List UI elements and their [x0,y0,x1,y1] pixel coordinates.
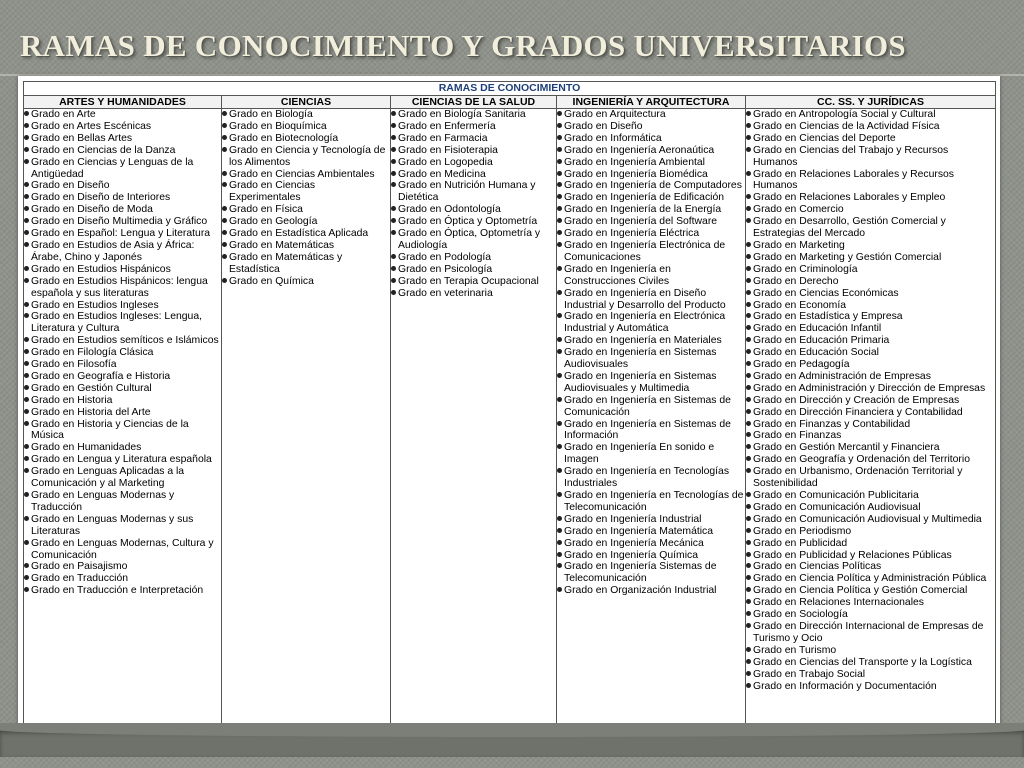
degree-item: Grado en Farmacia [391,133,555,145]
degree-item: Grado en Geografía y Ordenación del Territorio [746,454,994,466]
degree-item: Grado en Gestión Mercantil y Financiera [746,442,994,454]
degree-item: Grado en Ciencias de la Actividad Física [746,121,994,133]
degree-item: Grado en Comunicación Audiovisual [746,502,994,514]
degree-item: Grado en Lenguas Modernas, Cultura y Comunicación [24,538,220,562]
degree-item: Grado en Terapia Ocupacional [391,276,555,288]
degree-item: Grado en Relaciones Laborales y Recursos Humanos [746,169,994,193]
degree-list [222,109,390,288]
degree-item: Grado en Humanidades [24,442,220,454]
degree-item: Grado en Química [222,276,389,288]
degree-item: Grado en Ciencias Políticas [746,561,994,573]
degree-item: Grado en Estudios Hispánicos [24,264,220,276]
degree-item: Grado en Ingeniería en Sistemas Audiovisuales [557,347,744,371]
degree-item: Grado en Bellas Artes [24,133,220,145]
degree-item: Grado en Estadística y Empresa [746,311,994,323]
degree-item: Grado en Dirección Financiera y Contabilidad [746,407,994,419]
degree-item: Grado en Ingeniería Biomédica [557,169,744,181]
degree-item: Grado en Ingeniería Eléctrica [557,228,744,240]
degree-item: Grado en Óptica y Optometría [391,216,555,228]
degree-item: Grado en Ingeniería de la Energía [557,204,744,216]
degree-item: Grado en Trabajo Social [746,669,994,681]
degree-item: Grado en Ingeniería Mecánica [557,538,744,550]
degree-item: Grado en Ingeniería en Tecnologías de Telecomunicación [557,490,744,514]
degree-item: Grado en Ingeniería Química [557,550,744,562]
degree-item: Grado en Biología [222,109,389,121]
degree-item: Grado en Ingeniería Sistemas de Telecomunicación [557,561,744,585]
degree-item: Grado en Desarrollo, Gestión Comercial y Estrategias del Mercado [746,216,994,240]
slide-title: RAMAS DE CONOCIMIENTO Y GRADOS UNIVERSITARIOS [20,28,906,63]
degree-item: Grado en Dirección y Creación de Empresas [746,395,994,407]
degree-item: Grado en Educación Social [746,347,994,359]
degree-item: Grado en Traducción [24,573,220,585]
degree-item: Grado en Paisajismo [24,561,220,573]
degree-item: Grado en Lengua y Literatura española [24,454,220,466]
degree-item: Grado en Relaciones Laborales y Empleo [746,192,994,204]
degree-item: Grado en Ciencia y Tecnología de los Alimentos [222,145,389,169]
degree-item: Grado en Historia [24,395,220,407]
degree-item: Grado en Óptica, Optometría y Audiología [391,228,555,252]
degree-item: Grado en Fisioterapia [391,145,555,157]
degree-item: Grado en Lenguas Modernas y Traducción [24,490,220,514]
bottom-band [0,730,1024,757]
degree-item: Grado en Ciencias del Transporte y la Logística [746,657,994,669]
degree-list [24,109,221,597]
degree-item: Grado en Ingeniería En sonido e Imagen [557,442,744,466]
degree-item: Grado en Ingeniería en Diseño Industrial y Desarrollo del Producto [557,288,744,312]
degree-item: Grado en Filosofía [24,359,220,371]
column-header: INGENIERÍA Y ARQUITECTURA [557,96,745,109]
degree-list [746,109,995,692]
degrees-table [23,81,996,725]
degree-item: Grado en Ingeniería en Electrónica Industrial y Automática [557,311,744,335]
degree-item: Grado en Ciencias Económicas [746,288,994,300]
degree-item: Grado en Información y Documentación [746,681,994,693]
degree-item: Grado en Derecho [746,276,994,288]
degree-item: Grado en Ingeniería del Software [557,216,744,228]
degree-item: Grado en Finanzas y Contabilidad [746,419,994,431]
degree-item: Grado en Diseño [557,121,744,133]
degree-item: Grado en Publicidad [746,538,994,550]
degree-item: Grado en Administración de Empresas [746,371,994,383]
column-header: ARTES Y HUMANIDADES [24,96,221,109]
column-ciencias-salud [391,96,557,724]
degree-item: Grado en Ciencia Política y Gestión Comercial [746,585,994,597]
degree-item: Grado en Traducción e Interpretación [24,585,220,597]
degree-item: Grado en Historia y Ciencias de la Música [24,419,220,443]
table-frame [18,76,1000,728]
degree-item: Grado en Publicidad y Relaciones Públicas [746,550,994,562]
degree-item: Grado en Medicina [391,169,555,181]
degree-item: Grado en Comercio [746,204,994,216]
degree-item: Grado en Español: Lengua y Literatura [24,228,220,240]
degree-item: Grado en Matemáticas [222,240,389,252]
degree-item: Grado en Criminología [746,264,994,276]
degree-item: Grado en Sociología [746,609,994,621]
degree-item: Grado en Lenguas Modernas y sus Literaturas [24,514,220,538]
degree-item: Grado en Ingeniería en Construcciones Civiles [557,264,744,288]
degree-item: Grado en Biología Sanitaria [391,109,555,121]
degree-item: Grado en Estudios semíticos e Islámicos [24,335,220,347]
degree-item: Grado en Economía [746,300,994,312]
degree-item: Grado en Logopedia [391,157,555,169]
degree-item: Grado en Turismo [746,645,994,657]
degree-item: Grado en Gestión Cultural [24,383,220,395]
degree-item: Grado en Ingeniería en Sistemas Audiovisuales y Multimedia [557,371,744,395]
degree-item: Grado en Geología [222,216,389,228]
degree-item: Grado en Urbanismo, Ordenación Territorial y Sostenibilidad [746,466,994,490]
degree-item: Grado en veterinaria [391,288,555,300]
degree-item: Grado en Ingeniería Ambiental [557,157,744,169]
degree-item: Grado en Ingeniería Aeronaútica [557,145,744,157]
degree-item: Grado en Pedagogía [746,359,994,371]
column-artes-humanidades [24,96,222,724]
degree-item: Grado en Marketing y Gestión Comercial [746,252,994,264]
degree-item: Grado en Ciencias Experimentales [222,180,389,204]
degree-item: Grado en Diseño de Interiores [24,192,220,204]
degree-item: Grado en Ciencias de la Danza [24,145,220,157]
degree-item: Grado en Marketing [746,240,994,252]
degree-item: Grado en Educación Primaria [746,335,994,347]
degree-item: Grado en Estudios de Asia y África: Árabe, Chino y Japonés [24,240,220,264]
degree-item: Grado en Psicología [391,264,555,276]
degree-item: Grado en Estudios Ingleses [24,300,220,312]
column-header: CC. SS. Y JURÍDICAS [746,96,995,109]
degree-list [557,109,745,597]
degree-item: Grado en Dirección Internacional de Empresas de Turismo y Ocio [746,621,994,645]
degree-item: Grado en Comunicación Publicitaria [746,490,994,502]
degree-item: Grado en Estudios Hispánicos: lengua española y sus literaturas [24,276,220,300]
degree-item: Grado en Podología [391,252,555,264]
degree-item: Grado en Ingeniería en Sistemas de Información [557,419,744,443]
degree-item: Grado en Diseño Multimedia y Gráfico [24,216,220,228]
degree-item: Grado en Ciencias Ambientales [222,169,389,181]
degree-item: Grado en Física [222,204,389,216]
degree-item: Grado en Filología Clásica [24,347,220,359]
degree-item: Grado en Ingeniería en Materiales [557,335,744,347]
degree-item: Grado en Ciencias del Trabajo y Recursos Humanos [746,145,994,169]
degree-item: Grado en Bioquímica [222,121,389,133]
column-ciencias [222,96,391,724]
degree-item: Grado en Periodismo [746,526,994,538]
degree-list [391,109,556,300]
degree-item: Grado en Informática [557,133,744,145]
degree-item: Grado en Ingeniería Industrial [557,514,744,526]
degree-item: Grado en Administración y Dirección de Empresas [746,383,994,395]
column-header: CIENCIAS [222,96,390,109]
degree-item: Grado en Ingeniería en Sistemas de Comunicación [557,395,744,419]
degree-item: Grado en Matemáticas y Estadística [222,252,389,276]
table-heading: RAMAS DE CONOCIMIENTO [24,82,995,96]
degree-item: Grado en Biotecnología [222,133,389,145]
degree-item: Grado en Relaciones Internacionales [746,597,994,609]
degree-item: Grado en Ingeniería Electrónica de Comunicaciones [557,240,744,264]
degree-item: Grado en Artes Escénicas [24,121,220,133]
degree-item: Grado en Nutrición Humana y Dietética [391,180,555,204]
degree-item: Grado en Estudios Ingleses: Lengua, Literatura y Cultura [24,311,220,335]
column-cc-ss-juridicas [746,96,995,724]
degree-item: Grado en Ciencias del Deporte [746,133,994,145]
degree-item: Grado en Diseño [24,180,220,192]
degree-item: Grado en Educación Infantil [746,323,994,335]
degree-item: Grado en Finanzas [746,430,994,442]
degree-item: Grado en Arquitectura [557,109,744,121]
degree-item: Grado en Organización Industrial [557,585,744,597]
degree-item: Grado en Comunicación Audiovisual y Multimedia [746,514,994,526]
degree-item: Grado en Estadística Aplicada [222,228,389,240]
degree-item: Grado en Geografía e Historia [24,371,220,383]
degree-item: Grado en Ingeniería de Edificación [557,192,744,204]
degree-item: Grado en Arte [24,109,220,121]
column-ingenieria-arquitectura [557,96,746,724]
decorative-swoosh [0,723,1024,737]
table-columns [24,96,995,724]
degree-item: Grado en Lenguas Aplicadas a la Comunicación y al Marketing [24,466,220,490]
degree-item: Grado en Historia del Arte [24,407,220,419]
degree-item: Grado en Odontología [391,204,555,216]
degree-item: Grado en Ciencia Política y Administración Pública [746,573,994,585]
degree-item: Grado en Ingeniería de Computadores [557,180,744,192]
degree-item: Grado en Ciencias y Lenguas de la Antigüedad [24,157,220,181]
degree-item: Grado en Diseño de Moda [24,204,220,216]
degree-item: Grado en Ingeniería en Tecnologías Industriales [557,466,744,490]
degree-item: Grado en Enfermería [391,121,555,133]
degree-item: Grado en Ingeniería Matemática [557,526,744,538]
column-header: CIENCIAS DE LA SALUD [391,96,556,109]
degree-item: Grado en Antropología Social y Cultural [746,109,994,121]
